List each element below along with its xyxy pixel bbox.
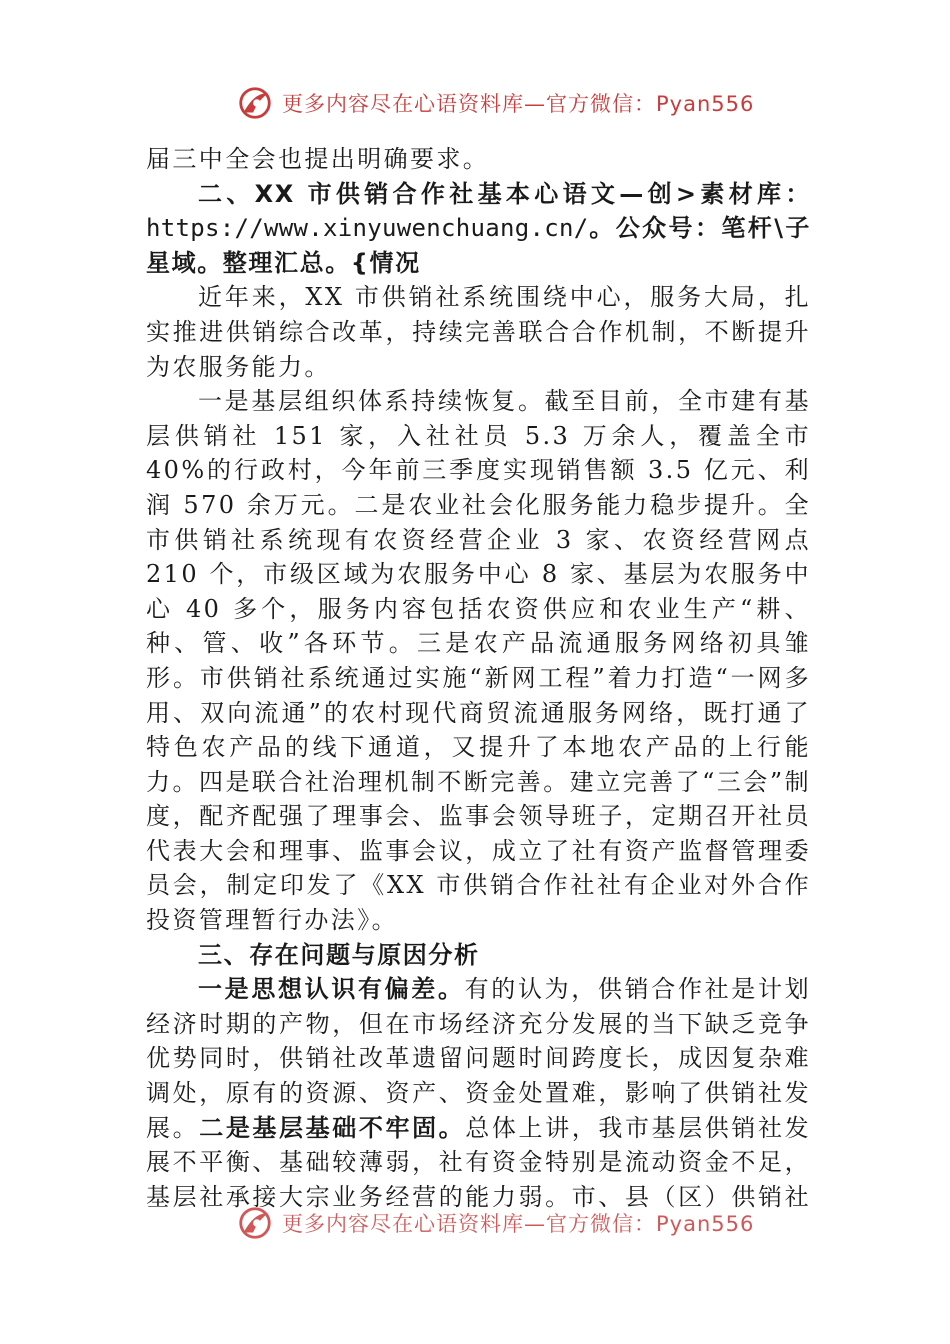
problem-1-text: 有的认为，供销合作社是计划经济时期的产物，但在市场经济充分发展的当下缺乏竞争优势同时，供销社改革遗留问题时间跨度长，成因复杂难调处，原有的资源、资产、资金处置难，影响了供销社发展。 bbox=[146, 975, 812, 1142]
paragraph-continuation: 届三中全会也提出明确要求。 bbox=[146, 145, 490, 173]
heading-2-text: 二、XX 市供销合作社基本心语文—创>素材库： bbox=[198, 179, 811, 208]
paragraph-achievements: 一是基层组织体系持续恢复。截至目前，全市建有基层供销社 151 家，入社社员 5.3 万余人，覆盖全市 40%的行政村，今年前三季度实现销售额 3.5 亿元、利润 570 余万元。二是农业社会化服务能力稳步提升。全市供销社系统现有农资经营企业 3 家、农资经营网点 210 个，市级区域为农服务中心 8 家、基层为农服务中心 40 多个，服务内容包括农资供应和农业生产“耕、种、管、收”各环节。三是农产品流通服务网络初具雏形。市供销社系统通过实施“新网工程”着力打造“一网多用、双向流通”的农村现代商贸流通服务网络，既打通了特色农产品的线下通道，又提升了本地农产品的上行能力。四是联合社治理机制不断完善。建立完善了“三会”制度，配齐配强了理事会、监事会领导班子，定期召开社员代表大会和理事、监事会议，成立了社有资产监督管理委员会，制定印发了《XX 市供销合作社社有企业对外合作投资管理暂行办法》。 bbox=[146, 387, 811, 935]
brand-logo-icon bbox=[236, 1204, 274, 1242]
problem-2-title: 二是基层基础不牢固。 bbox=[199, 1113, 466, 1142]
problem-1-title: 一是思想认识有偏差。 bbox=[198, 975, 465, 1004]
watermark-text: 更多内容尽在心语资料库—官方微信：Pyan556 bbox=[282, 1212, 755, 1236]
paragraph-problems bbox=[146, 972, 811, 1214]
problem-2-text: 总体上讲，我市基层供销社发展不平衡、基础较薄弱，社有资金特别是流动资金不足，基层社承接大宗业务经营的能力弱。市、县（区）供销社 bbox=[146, 1113, 811, 1211]
section-heading-2 bbox=[146, 177, 811, 281]
footer-watermark bbox=[236, 1204, 754, 1242]
heading-2-tail: 。公众号：笔杆\子星域。整理汇总。{情况 bbox=[146, 214, 811, 277]
section-heading-3: 三、存在问题与原因分析 bbox=[198, 940, 480, 969]
watermark-url-link[interactable]: https://www.xinyuwenchuang.cn/ bbox=[146, 214, 589, 243]
watermark-text: 更多内容尽在心语资料库—官方微信：Pyan556 bbox=[282, 92, 755, 116]
document-body bbox=[146, 142, 811, 1214]
paragraph-overview: 近年来，XX 市供销社系统围绕中心，服务大局，扎实推进供销综合改革，持续完善联合合作机制，不断提升为农服务能力。 bbox=[146, 283, 811, 381]
